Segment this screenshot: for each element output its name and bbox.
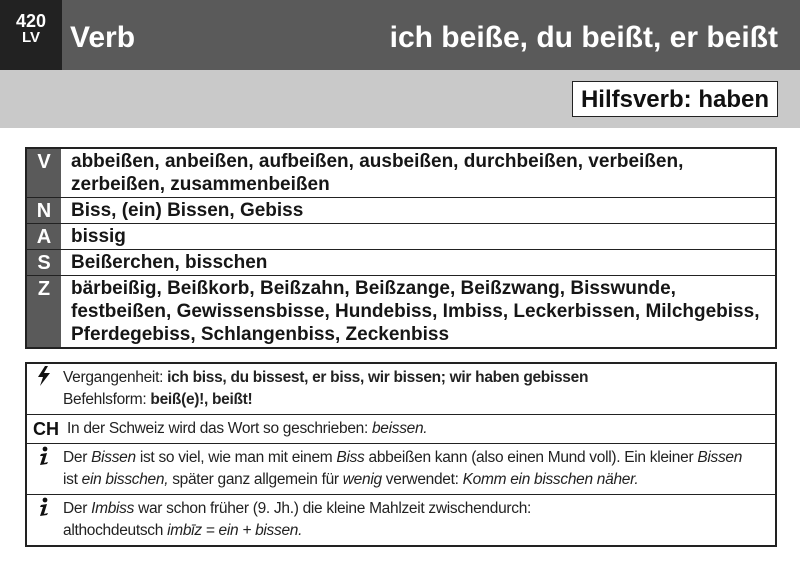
- verb-forms: ich beiße, du beißt, er beißt: [389, 21, 778, 54]
- note-text: abbeißen kann (also einen Mund voll). Ein kleiner: [368, 449, 694, 466]
- family-row-compounds: [27, 275, 775, 347]
- entry-badge: [0, 0, 62, 70]
- auxiliary-verb-box: Hilfsverb: haben: [572, 81, 778, 117]
- note-word: Komm ein bisschen näher.: [462, 471, 639, 488]
- family-row-nouns: [27, 197, 775, 223]
- word-family-table: [25, 147, 777, 349]
- note-text: Der: [63, 449, 88, 466]
- past-forms: ich biss, du bissest, er biss, wir bissen; wir haben gebissen: [167, 369, 589, 386]
- auxiliary-band: [0, 70, 800, 128]
- row-words: abbeißen, anbeißen, aufbeißen, ausbeißen, durchbeißen, verbeißen, zerbeißen, zusammenbeißen: [71, 151, 684, 195]
- info-icon: [27, 495, 61, 545]
- note-text: war schon früher (9. Jh.) die kleine Mahlzeit zwischendurch:: [138, 500, 532, 517]
- notes-box: [25, 362, 777, 547]
- past-label: Vergangenheit:: [63, 369, 164, 386]
- row-words: bissig: [71, 226, 126, 247]
- swiss-mark: CH: [33, 419, 59, 439]
- note-word: Bissen: [697, 449, 743, 466]
- note-word: wenig: [342, 471, 382, 488]
- row-letter: N: [27, 198, 61, 223]
- note-text: ist so viel, wie man mit einem: [139, 449, 333, 466]
- info-note-imbiss: [27, 494, 775, 545]
- imperative-label: Befehlsform:: [63, 391, 147, 408]
- row-words: Beißerchen, bisschen: [71, 252, 268, 273]
- note-word: imbīz = ein + bissen.: [167, 522, 303, 539]
- note-text: verwendet:: [385, 471, 459, 488]
- note-word: Biss: [336, 449, 365, 466]
- grammar-note: [27, 364, 775, 414]
- row-letter: V: [27, 149, 61, 197]
- note-word: ein bisschen,: [81, 471, 169, 488]
- entry-level: LV: [21, 29, 41, 46]
- swiss-note: [27, 414, 775, 443]
- lightning-icon: [27, 364, 61, 414]
- note-text: ist: [63, 471, 78, 488]
- info-note-bissen: [27, 443, 775, 494]
- note-text: Der: [63, 500, 88, 517]
- swiss-spelling: beissen.: [371, 420, 428, 437]
- row-words: Biss, (ein) Bissen, Gebiss: [71, 200, 304, 221]
- swiss-text: In der Schweiz wird das Wort so geschrieben:: [67, 420, 368, 437]
- note-word: Bissen: [91, 449, 136, 466]
- family-row-verbs: [27, 149, 775, 197]
- note-text: später ganz allgemein für: [172, 471, 339, 488]
- family-row-special: [27, 249, 775, 275]
- row-letter: S: [27, 250, 61, 275]
- note-word: Imbiss: [91, 500, 135, 517]
- family-row-adjectives: [27, 223, 775, 249]
- part-of-speech: Verb: [70, 21, 136, 54]
- note-text: althochdeutsch: [63, 522, 164, 539]
- row-letter: Z: [27, 276, 61, 347]
- imperative-forms: beiß(e)!, beißt!: [150, 391, 253, 408]
- entry-number: 420: [15, 11, 47, 31]
- row-words: bärbeißig, Beißkorb, Beißzahn, Beißzange, Beißzwang, Bisswunde, festbeißen, Gewissensbisse, Hundebiss, Imbiss, Leckerbissen, Milchgebiss, Pferdegebiss, Schlangenbiss, Zeckenbiss: [71, 278, 760, 345]
- row-letter: A: [27, 224, 61, 249]
- entry-header: [0, 0, 800, 70]
- info-icon: [27, 444, 61, 494]
